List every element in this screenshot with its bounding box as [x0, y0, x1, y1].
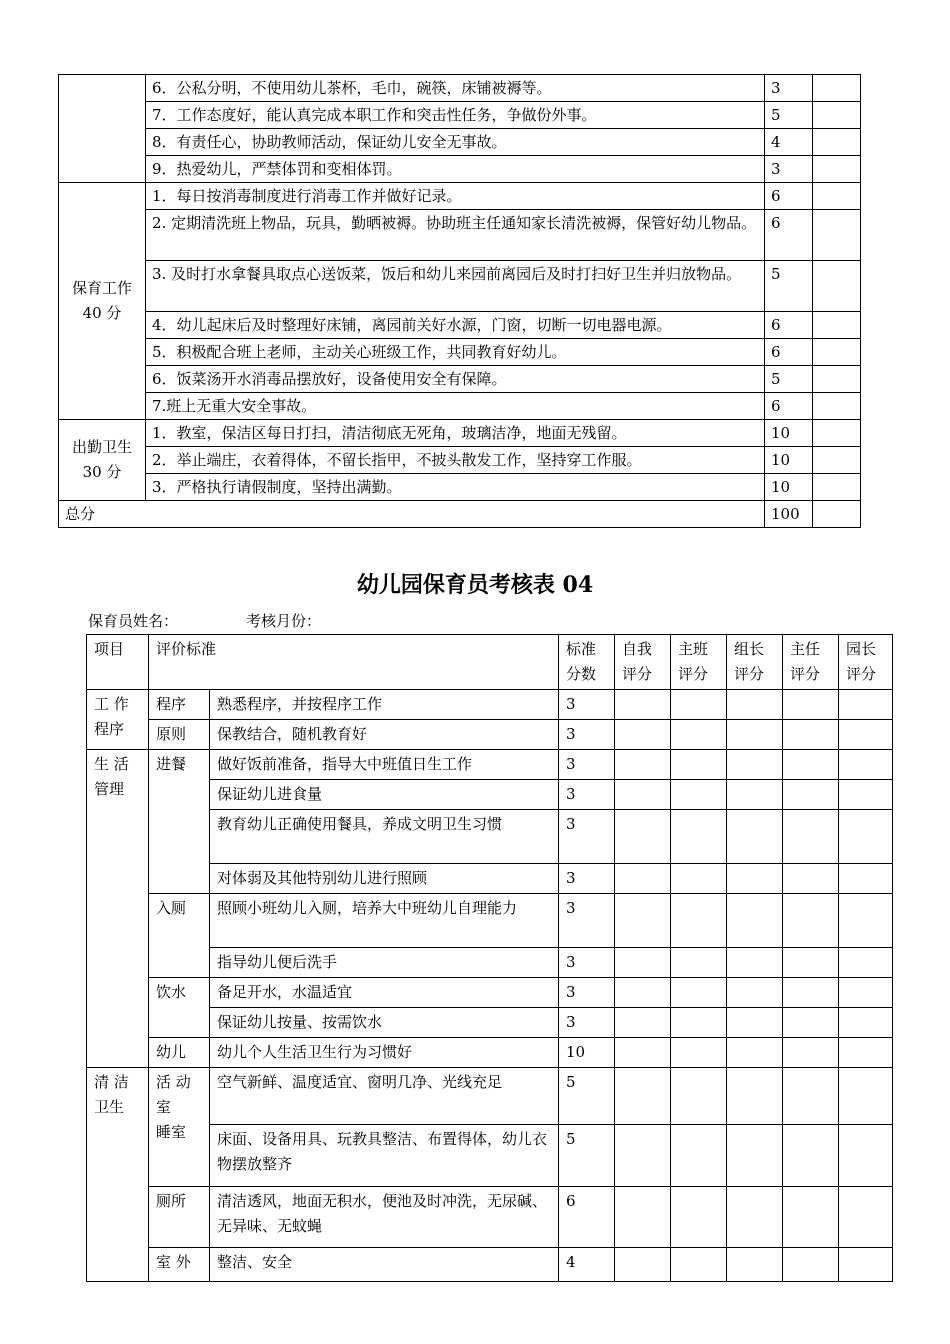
blank-cell[interactable]: [615, 780, 671, 810]
blank-cell[interactable]: [813, 311, 861, 338]
criteria-cell: 1．每日按消毒制度进行消毒工作并做好记录。: [146, 183, 765, 210]
score-cell: 4: [559, 1248, 615, 1282]
sub-item: 程序: [149, 690, 210, 720]
score-cell: 5: [559, 1068, 615, 1125]
criteria-cell: 9．热爱幼儿，严禁体罚和变相体罚。: [146, 156, 765, 183]
header-director-score: 主任 评分: [783, 635, 839, 690]
criteria-cell: 指导幼儿便后洗手: [210, 948, 559, 978]
criteria-cell: 7．工作态度好，能认真完成本职工作和突击性任务，争做份外事。: [146, 102, 765, 129]
score-cell: 3: [765, 156, 813, 183]
blank-cell[interactable]: [727, 894, 783, 948]
section-life-management: 生 活 管理: [87, 750, 149, 1068]
criteria-cell: 教育幼儿正确使用餐具，养成文明卫生习惯: [210, 810, 559, 864]
header-head-teacher-score: 主班 评分: [671, 635, 727, 690]
score-cell: 10: [765, 473, 813, 500]
section-work-procedure: 工 作 程序: [87, 690, 149, 750]
criteria-cell: 8．有责任心，协助教师活动，保证幼儿安全无事故。: [146, 129, 765, 156]
blank-cell[interactable]: [727, 810, 783, 864]
sub-item: 饮水: [149, 978, 210, 1038]
score-cell: 3: [559, 750, 615, 780]
blank-cell[interactable]: [839, 1248, 893, 1282]
blank-cell[interactable]: [615, 1187, 671, 1248]
blank-cell[interactable]: [783, 690, 839, 720]
table-row: [59, 102, 861, 129]
criteria-cell: 保证幼儿按量、按需饮水: [210, 1008, 559, 1038]
table-row: [87, 750, 893, 780]
category-label: 保育工作: [71, 279, 132, 298]
page-title: 幼儿园保育员考核表 04: [356, 572, 594, 598]
blank-cell[interactable]: [727, 1068, 783, 1125]
blank-cell[interactable]: [783, 1125, 839, 1187]
category-attendance-hygiene: [59, 419, 146, 500]
criteria-cell: 照顾小班幼儿入厕，培养大中班幼儿自理能力: [210, 894, 559, 948]
criteria-cell: 6．饭菜汤开水消毒品摆放好，设备使用安全有保障。: [146, 365, 765, 392]
blank-cell[interactable]: [615, 948, 671, 978]
caregiver-name-label: 保育员姓名：: [88, 612, 179, 630]
score-cell: 6: [765, 311, 813, 338]
blank-cell[interactable]: [615, 690, 671, 720]
table-row: [59, 446, 861, 473]
criteria-cell: 4．幼儿起床后及时整理好床铺，离园前关好水源，门窗，切断一切电器电源。: [146, 311, 765, 338]
blank-cell[interactable]: [839, 1038, 893, 1068]
table-row: [87, 1068, 893, 1125]
criteria-cell: 对体弱及其他特别幼儿进行照顾: [210, 864, 559, 894]
table-row: [87, 1187, 893, 1248]
criteria-cell: 6．公私分明，不使用幼儿茶杯，毛巾，碗筷，床铺被褥等。: [146, 75, 765, 102]
score-cell: 5: [765, 102, 813, 129]
sub-item: 幼儿: [149, 1038, 210, 1068]
criteria-cell: 熟悉程序，并按程序工作: [210, 690, 559, 720]
blank-cell[interactable]: [813, 392, 861, 419]
score-cell: 6: [765, 392, 813, 419]
blank-cell[interactable]: [813, 102, 861, 129]
header-item: 项目: [87, 635, 149, 690]
assessment-table-continued: [58, 74, 861, 528]
header-self-score: 自我 评分: [615, 635, 671, 690]
sub-item: 进餐: [149, 750, 210, 894]
blank-cell[interactable]: [783, 1068, 839, 1125]
blank-cell[interactable]: [813, 419, 861, 446]
blank-cell[interactable]: [671, 1038, 727, 1068]
blank-cell[interactable]: [839, 1125, 893, 1187]
criteria-cell: 备足开水，水温适宜: [210, 978, 559, 1008]
blank-cell[interactable]: [813, 473, 861, 500]
criteria-cell: 保证幼儿进食量: [210, 780, 559, 810]
score-cell: 10: [765, 446, 813, 473]
category-cell-blank: [59, 75, 146, 183]
score-cell: 3: [559, 864, 615, 894]
blank-cell[interactable]: [783, 1187, 839, 1248]
criteria-cell: 幼儿个人生活卫生行为习惯好: [210, 1038, 559, 1068]
blank-cell[interactable]: [671, 750, 727, 780]
blank-cell[interactable]: [839, 948, 893, 978]
blank-cell[interactable]: [783, 1008, 839, 1038]
blank-cell[interactable]: [727, 1008, 783, 1038]
header-group-leader-score: 组长 评分: [727, 635, 783, 690]
blank-cell[interactable]: [813, 365, 861, 392]
blank-cell[interactable]: [783, 978, 839, 1008]
total-row: [59, 500, 861, 527]
blank-cell[interactable]: [671, 720, 727, 750]
score-cell: 3: [559, 810, 615, 864]
score-cell: 5: [765, 260, 813, 311]
table-row: [59, 75, 861, 102]
blank-cell[interactable]: [813, 183, 861, 210]
blank-cell[interactable]: [615, 1248, 671, 1282]
blank-cell[interactable]: [615, 978, 671, 1008]
table-row: [59, 210, 861, 261]
total-label: 总分: [59, 500, 765, 527]
blank-cell[interactable]: [671, 1008, 727, 1038]
score-cell: 10: [559, 1038, 615, 1068]
score-cell: 3: [559, 978, 615, 1008]
blank-cell[interactable]: [615, 1068, 671, 1125]
table-row: [59, 338, 861, 365]
blank-cell[interactable]: [783, 1248, 839, 1282]
criteria-cell: 1．教室，保洁区每日打扫，清洁彻底无死角，玻璃洁净，地面无残留。: [146, 419, 765, 446]
blank-cell[interactable]: [783, 864, 839, 894]
blank-cell[interactable]: [727, 720, 783, 750]
form-info-line: [88, 610, 321, 631]
criteria-cell: 5．积极配合班上老师，主动关心班级工作，共同教育好幼儿。: [146, 338, 765, 365]
blank-cell[interactable]: [727, 978, 783, 1008]
blank-cell[interactable]: [813, 260, 861, 311]
blank-cell[interactable]: [813, 338, 861, 365]
blank-cell[interactable]: [671, 690, 727, 720]
score-cell: 6: [559, 1187, 615, 1248]
table-row: [59, 260, 861, 311]
blank-cell[interactable]: [727, 948, 783, 978]
table-row: [59, 392, 861, 419]
blank-cell[interactable]: [783, 810, 839, 864]
score-cell: 3: [559, 894, 615, 948]
blank-cell[interactable]: [813, 210, 861, 261]
blank-cell[interactable]: [727, 780, 783, 810]
category-care-work: [59, 183, 146, 420]
blank-cell[interactable]: [839, 864, 893, 894]
criteria-cell: 3．严格执行请假制度，坚持出满勤。: [146, 473, 765, 500]
header-principal-score: 园长 评分: [839, 635, 893, 690]
table-row: [59, 365, 861, 392]
blank-cell[interactable]: [839, 780, 893, 810]
blank-cell[interactable]: [839, 810, 893, 864]
blank-cell[interactable]: [783, 720, 839, 750]
blank-cell[interactable]: [839, 894, 893, 948]
blank-cell[interactable]: [671, 894, 727, 948]
blank-cell[interactable]: [727, 864, 783, 894]
blank-cell[interactable]: [839, 720, 893, 750]
blank-cell[interactable]: [615, 1008, 671, 1038]
score-cell: 6: [765, 338, 813, 365]
blank-cell[interactable]: [727, 1038, 783, 1068]
blank-cell[interactable]: [671, 1248, 727, 1282]
blank-cell[interactable]: [671, 948, 727, 978]
criteria-cell: 保教结合，随机教育好: [210, 720, 559, 750]
total-score: 100: [765, 500, 813, 527]
blank-cell[interactable]: [671, 1187, 727, 1248]
blank-cell[interactable]: [727, 1248, 783, 1282]
blank-cell[interactable]: [839, 750, 893, 780]
blank-cell[interactable]: [813, 75, 861, 102]
criteria-cell: 床面、设备用具、玩教具整洁、布置得体，幼儿衣物摆放整齐: [210, 1125, 559, 1187]
blank-cell[interactable]: [615, 1125, 671, 1187]
blank-cell[interactable]: [671, 1068, 727, 1125]
criteria-cell: 清洁透风，地面无积水，便池及时冲洗，无尿碱、无异味、无蚊蝇: [210, 1187, 559, 1248]
score-cell: 6: [765, 183, 813, 210]
score-cell: 10: [765, 419, 813, 446]
blank-cell[interactable]: [839, 1008, 893, 1038]
blank-cell[interactable]: [615, 720, 671, 750]
score-cell: 3: [559, 720, 615, 750]
header-standard-score: 标准 分数: [559, 635, 615, 690]
score-cell: 3: [559, 780, 615, 810]
blank-cell[interactable]: [783, 780, 839, 810]
sub-item-activity-room: 活 动 室 睡室: [149, 1068, 210, 1187]
blank-cell[interactable]: [671, 978, 727, 1008]
table-row: [87, 978, 893, 1008]
blank-cell[interactable]: [839, 978, 893, 1008]
criteria-cell: 整洁、安全: [210, 1248, 559, 1282]
score-cell: 5: [765, 365, 813, 392]
blank-cell[interactable]: [615, 1038, 671, 1068]
blank-cell[interactable]: [813, 446, 861, 473]
table-row: [87, 720, 893, 750]
criteria-cell: 3. 及时打水拿餐具取点心送饭菜，饭后和幼儿来园前离园后及时打扫好卫生并归放物品。: [146, 260, 765, 311]
blank-cell[interactable]: [671, 780, 727, 810]
table-row: [59, 156, 861, 183]
blank-cell[interactable]: [813, 129, 861, 156]
sub-item: 厕所: [149, 1187, 210, 1248]
blank-cell[interactable]: [615, 864, 671, 894]
caregiver-assessment-table: [86, 634, 893, 1282]
header-criteria: 评价标准: [149, 635, 559, 690]
table-row: [87, 1248, 893, 1282]
sub-item: 入厕: [149, 894, 210, 978]
blank-cell[interactable]: [839, 690, 893, 720]
category-points: 30 分: [82, 463, 122, 482]
blank-cell[interactable]: [671, 1125, 727, 1187]
table-row: [59, 473, 861, 500]
criteria-cell: 做好饭前准备，指导大中班值日生工作: [210, 750, 559, 780]
criteria-cell: 空气新鲜、温度适宜、窗明几净、光线充足: [210, 1068, 559, 1125]
blank-cell[interactable]: [671, 810, 727, 864]
blank-cell[interactable]: [783, 948, 839, 978]
criteria-cell: 2. 定期清洗班上物品，玩具，勤晒被褥。协助班主任通知家长清洗被褥，保管好幼儿物品。: [146, 210, 765, 261]
blank-cell[interactable]: [813, 500, 861, 527]
blank-cell[interactable]: [783, 750, 839, 780]
score-cell: 3: [765, 75, 813, 102]
blank-cell[interactable]: [615, 894, 671, 948]
score-cell: 3: [559, 948, 615, 978]
blank-cell[interactable]: [813, 156, 861, 183]
blank-cell[interactable]: [727, 750, 783, 780]
table-row: [87, 1038, 893, 1068]
category-label: 出勤卫生: [71, 438, 132, 457]
blank-cell[interactable]: [615, 810, 671, 864]
blank-cell[interactable]: [671, 864, 727, 894]
score-cell: 3: [559, 690, 615, 720]
sub-item: 原则: [149, 720, 210, 750]
table-row: [87, 894, 893, 948]
table-row: [59, 129, 861, 156]
blank-cell[interactable]: [615, 750, 671, 780]
score-cell: 4: [765, 129, 813, 156]
blank-cell[interactable]: [727, 1187, 783, 1248]
blank-cell[interactable]: [783, 894, 839, 948]
score-cell: 6: [765, 210, 813, 261]
blank-cell[interactable]: [839, 1068, 893, 1125]
criteria-cell: 2．举止端庄，衣着得体，不留长指甲，不披头散发工作，坚持穿工作服。: [146, 446, 765, 473]
table-row: [87, 690, 893, 720]
score-cell: 3: [559, 1008, 615, 1038]
section-cleaning-hygiene: 清 洁 卫生: [87, 1068, 149, 1282]
criteria-cell: 7.班上无重大安全事故。: [146, 392, 765, 419]
blank-cell[interactable]: [727, 690, 783, 720]
category-points: 40 分: [82, 304, 122, 323]
header-row: [87, 635, 893, 690]
blank-cell[interactable]: [783, 1038, 839, 1068]
score-cell: 5: [559, 1125, 615, 1187]
blank-cell[interactable]: [839, 1187, 893, 1248]
assessment-month-label: 考核月份：: [246, 612, 322, 630]
table-row: [59, 311, 861, 338]
table-row: [59, 183, 861, 210]
sub-item: 室 外: [149, 1248, 210, 1282]
blank-cell[interactable]: [727, 1125, 783, 1187]
table-row: [59, 419, 861, 446]
